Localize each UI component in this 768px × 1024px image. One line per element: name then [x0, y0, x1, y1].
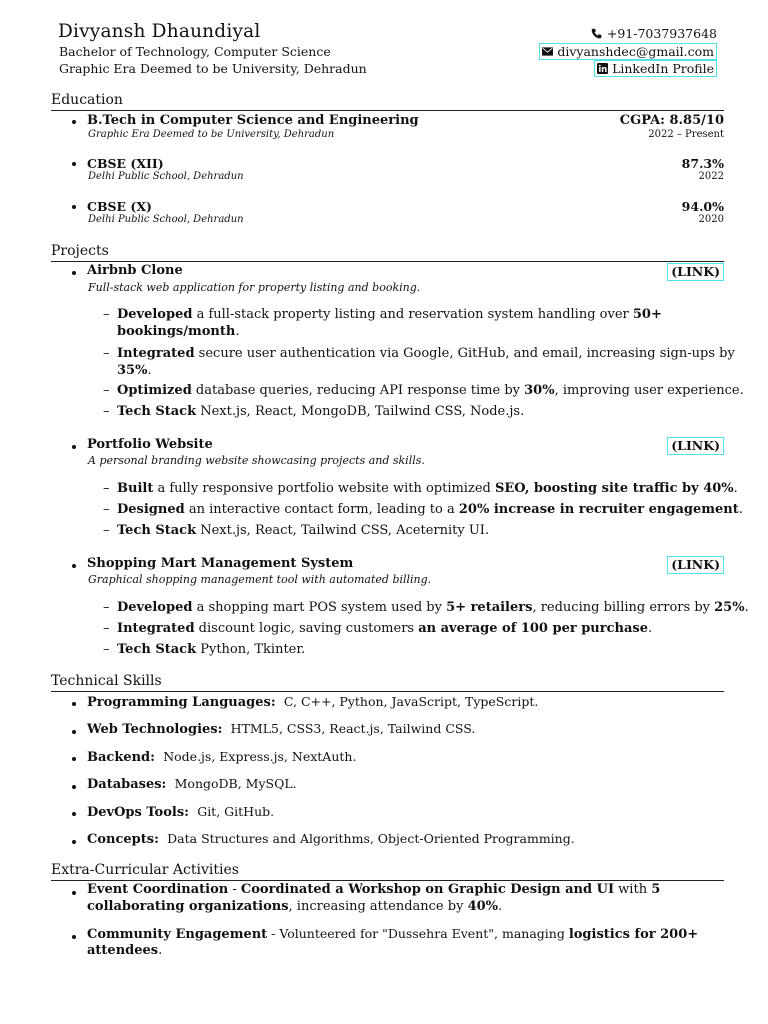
dash: – — [103, 307, 110, 322]
project-point: Tech Stack Next.js, React, Tailwind CSS, Aceternity UI. — [117, 523, 490, 538]
bullet — [72, 271, 76, 275]
dash: – — [103, 481, 110, 496]
project-link[interactable]: (LINK) — [667, 437, 724, 455]
dash: – — [103, 621, 110, 636]
bullet — [72, 564, 76, 568]
skills-heading: Technical Skills — [51, 673, 162, 689]
education-rule — [51, 110, 724, 111]
project-point: Tech Stack Next.js, React, MongoDB, Tailwind CSS, Node.js. — [117, 404, 525, 419]
edu-score: 94.0% — [681, 199, 724, 214]
bullet — [72, 840, 76, 844]
dash: – — [103, 502, 110, 517]
bullet — [72, 785, 76, 789]
project-link[interactable]: (LINK) — [667, 263, 724, 281]
edu-school: Graphic Era Deemed to be University, Dehradun — [88, 129, 335, 140]
project-point: Built a fully responsive portfolio website with optimized SEO, boosting site traffic by 40%. — [117, 481, 738, 496]
project-link[interactable]: (LINK) — [667, 556, 724, 574]
bullet — [72, 120, 76, 124]
skills-rule — [51, 691, 724, 692]
skill-row: Databases: MongoDB, MySQL. — [87, 776, 297, 792]
bullet — [72, 205, 76, 209]
edu-degree: CBSE (XII) — [87, 156, 164, 171]
linkedin-link[interactable] — [594, 60, 717, 77]
edu-degree: B.Tech in Computer Science and Engineering — [87, 113, 419, 128]
project-description: Graphical shopping management tool with automated billing. — [88, 573, 432, 586]
email-address: divyanshdec@gmail.com — [557, 44, 714, 59]
bullet — [72, 702, 76, 706]
projects-heading: Projects — [51, 243, 109, 259]
activity-item: Community Engagement - Volunteered for "Dussehra Event", managing logistics for 200+ — [87, 926, 699, 942]
bullet — [72, 891, 76, 895]
phone-icon — [591, 28, 602, 39]
phone-contact[interactable] — [591, 26, 717, 41]
bullet — [72, 162, 76, 166]
dash: – — [103, 600, 110, 615]
project-point: Tech Stack Python, Tkinter. — [117, 642, 306, 657]
dash: – — [103, 642, 110, 657]
project-point: Integrated secure user authentication via Google, GitHub, and email, increasing sign-ups by — [117, 346, 735, 361]
bullet — [72, 730, 76, 734]
project-point: Optimized database queries, reducing API response time by 30%, improving user experience. — [117, 383, 744, 398]
skill-row: Web Technologies: HTML5, CSS3, React.js, Tailwind CSS. — [87, 721, 476, 737]
edu-date: 2022 — [698, 171, 724, 182]
activity-item: Event Coordination - Coordinated a Workshop on Graphic Design and UI with 5 — [87, 882, 661, 897]
edu-school: Delhi Public School, Dehradun — [88, 171, 244, 182]
activities-heading: Extra-Curricular Activities — [51, 862, 239, 878]
skill-row: Backend: Node.js, Express.js, NextAuth. — [87, 749, 357, 765]
phone-number: +91-7037937648 — [606, 26, 717, 41]
candidate-name: Divyansh Dhaundiyal — [58, 21, 261, 42]
degree-line: Bachelor of Technology, Computer Science — [59, 44, 331, 59]
edu-date: 2020 — [698, 214, 724, 225]
project-description: A personal branding website showcasing projects and skills. — [88, 454, 425, 467]
project-point-cont: bookings/month. — [117, 324, 240, 339]
dash: – — [103, 523, 110, 538]
project-point: Developed a full-stack property listing and reservation system handling over 50+ — [117, 307, 662, 322]
linkedin-icon — [597, 63, 608, 74]
edu-score: 87.3% — [681, 156, 724, 171]
bullet — [72, 812, 76, 816]
project-name: Shopping Mart Management System — [87, 556, 354, 571]
projects-rule — [51, 261, 724, 262]
activity-item-cont: attendees. — [87, 943, 163, 958]
dash: – — [103, 346, 110, 361]
project-name: Airbnb Clone — [87, 263, 183, 278]
skill-row: DevOps Tools: Git, GitHub. — [87, 804, 275, 820]
project-point: Developed a shopping mart POS system used by 5+ retailers, reducing billing errors by 25%. — [117, 600, 749, 615]
project-description: Full-stack web application for property listing and booking. — [88, 281, 421, 294]
university-line: Graphic Era Deemed to be University, Dehradun — [59, 61, 367, 76]
linkedin-label: LinkedIn Profile — [612, 61, 714, 76]
edu-score: CGPA: 8.85/10 — [619, 113, 724, 128]
project-point: Designed an interactive contact form, leading to a 20% increase in recruiter engagement. — [117, 502, 743, 517]
skill-row: Concepts: Data Structures and Algorithms, Object-Oriented Programming. — [87, 831, 575, 847]
project-point-cont: 35%. — [117, 363, 152, 378]
edu-school: Delhi Public School, Dehradun — [88, 214, 244, 225]
dash: – — [103, 383, 110, 398]
bullet — [72, 935, 76, 939]
project-point: Integrated discount logic, saving customers an average of 100 per purchase. — [117, 621, 653, 636]
edu-degree: CBSE (X) — [87, 199, 152, 214]
dash: – — [103, 404, 110, 419]
envelope-icon — [542, 46, 553, 57]
bullet — [72, 757, 76, 761]
email-link[interactable] — [539, 43, 717, 60]
edu-date: 2022 – Present — [648, 129, 724, 140]
activity-item-cont: collaborating organizations, increasing attendance by 40%. — [87, 899, 503, 914]
education-heading: Education — [51, 92, 123, 108]
activities-rule — [51, 880, 724, 881]
project-name: Portfolio Website — [87, 437, 213, 452]
bullet — [72, 445, 76, 449]
skill-row: Programming Languages: C, C++, Python, JavaScript, TypeScript. — [87, 694, 539, 710]
